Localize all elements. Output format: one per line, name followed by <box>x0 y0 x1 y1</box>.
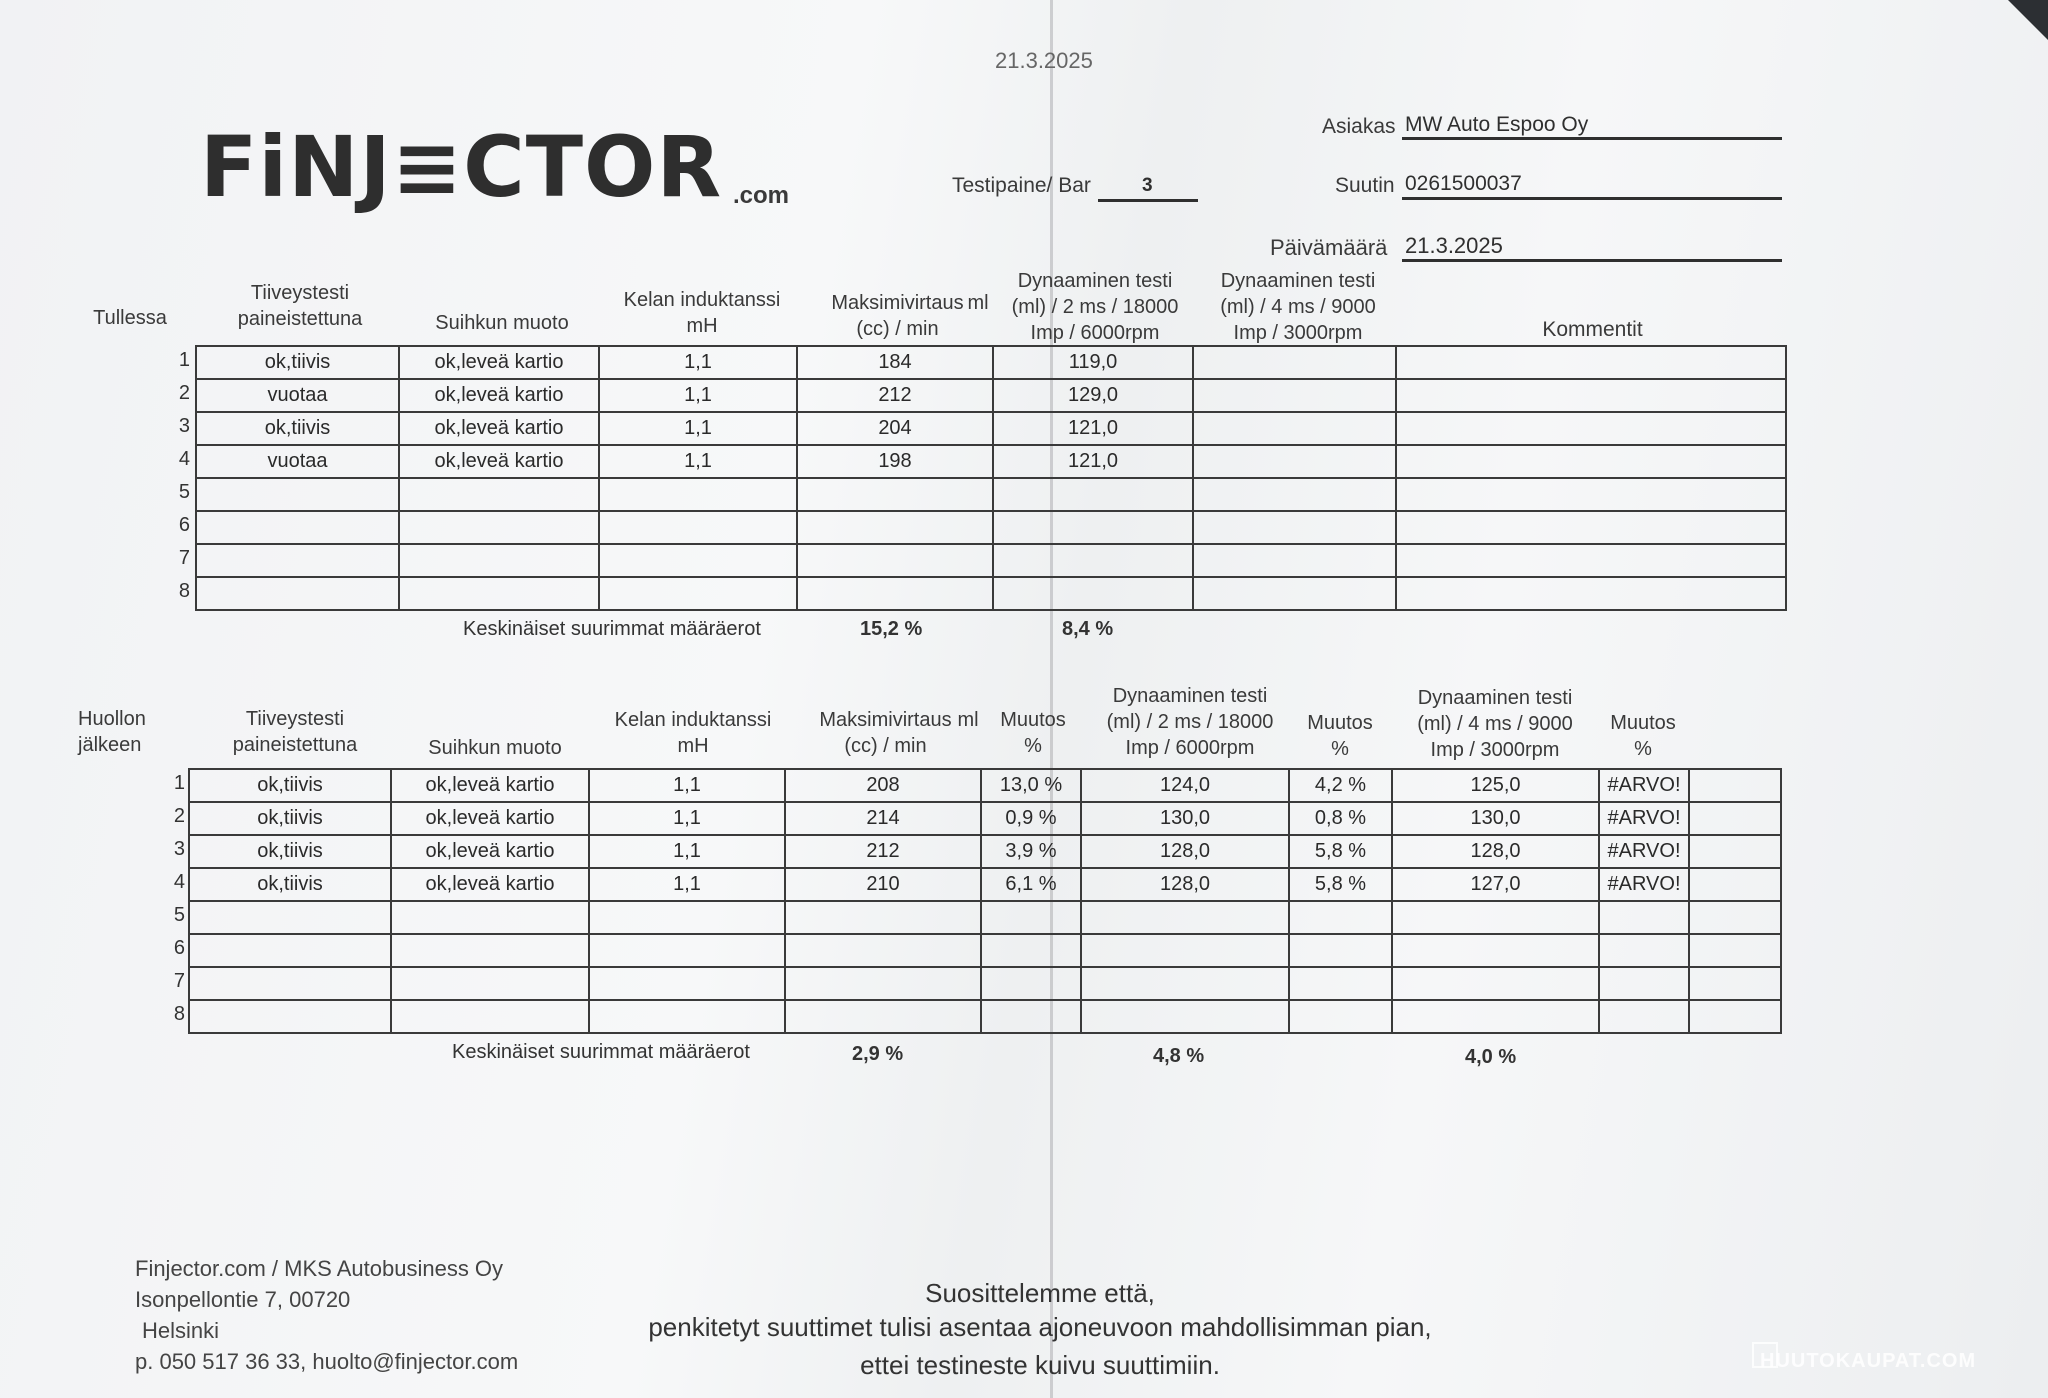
paivamaara-label: Päivämäärä <box>1270 235 1388 260</box>
after-header-dyn2: Dynaaminen testi (ml) / 4 ms / 9000 Imp / 3000rpm <box>1417 687 1573 761</box>
before-cell-dyn2 <box>1193 412 1396 445</box>
before-row-number: 3 <box>178 415 190 437</box>
after-cell-kela <box>589 901 785 934</box>
after-cell-muutos2: 5,8 % <box>1289 835 1392 868</box>
after-cell-extra <box>1689 835 1781 868</box>
after-cell-muutos1: 13,0 % <box>981 769 1081 802</box>
before-cell-kela: 1,1 <box>599 412 797 445</box>
asiakas-label: Asiakas <box>1322 115 1396 138</box>
after-cell-muutos1: 0,9 % <box>981 802 1081 835</box>
after-cell-kela <box>589 934 785 967</box>
recommendation-line-3: ettei testineste kuivu suuttimiin. <box>860 1350 1220 1380</box>
before-cell-kela: 1,1 <box>599 379 797 412</box>
after-cell-dyn2: 127,0 <box>1392 868 1599 901</box>
before-header-kela: Kelan induktanssi mH <box>623 289 781 337</box>
before-row-7 <box>196 544 1786 577</box>
after-cell-tiiveys: ok,tiivis <box>189 868 391 901</box>
logo-domain-suffix: .com <box>733 182 790 209</box>
before-cell-maksimi: 198 <box>797 445 993 478</box>
after-cell-maksimi: 208 <box>785 769 981 802</box>
after-cell-tiiveys <box>189 934 391 967</box>
before-cell-tiiveys: vuotaa <box>196 379 399 412</box>
asiakas-underline <box>1402 137 1782 140</box>
before-results-table <box>195 345 1787 611</box>
after-cell-dyn2: 130,0 <box>1392 802 1599 835</box>
after-cell-muoto: ok,leveä kartio <box>391 835 589 868</box>
before-summary-label: Keskinäiset suurimmat määräerot <box>463 618 761 640</box>
before-cell-dyn1 <box>993 511 1193 544</box>
after-cell-muutos1 <box>981 901 1081 934</box>
testipaine-value: 3 <box>1142 175 1153 196</box>
before-row-5 <box>196 478 1786 511</box>
after-cell-extra <box>1689 769 1781 802</box>
after-cell-muoto: ok,leveä kartio <box>391 868 589 901</box>
after-cell-muutos3 <box>1599 934 1689 967</box>
before-header-muoto: Suihkun muoto <box>435 312 569 334</box>
after-cell-extra <box>1689 934 1781 967</box>
after-header-ml: ml <box>957 709 979 731</box>
footer-contact: p. 050 517 36 33, huolto@finjector.com <box>135 1349 519 1374</box>
before-cell-dyn2 <box>1193 346 1396 379</box>
before-row-6 <box>196 511 1786 544</box>
before-pct-dyn1: 8,4 % <box>1062 618 1114 640</box>
after-cell-dyn2 <box>1392 901 1599 934</box>
after-summary-label: Keskinäiset suurimmat määräerot <box>452 1041 750 1063</box>
after-row-8 <box>189 1000 1781 1033</box>
after-cell-dyn1: 124,0 <box>1081 769 1289 802</box>
after-header-muutos1: Muutos % <box>1000 709 1066 757</box>
after-row-7 <box>189 967 1781 1000</box>
before-cell-maksimi: 212 <box>797 379 993 412</box>
after-results-table <box>188 768 1782 1034</box>
before-row-number: 1 <box>178 349 190 371</box>
after-cell-kela: 1,1 <box>589 769 785 802</box>
after-row-4 <box>189 868 1781 901</box>
after-cell-kela: 1,1 <box>589 868 785 901</box>
after-cell-muutos2: 4,2 % <box>1289 769 1392 802</box>
before-cell-dyn1 <box>993 577 1193 610</box>
after-cell-dyn1: 128,0 <box>1081 868 1289 901</box>
after-cell-tiiveys: ok,tiivis <box>189 802 391 835</box>
before-cell-dyn1: 129,0 <box>993 379 1193 412</box>
before-cell-tiiveys: ok,tiivis <box>196 412 399 445</box>
before-cell-tiiveys: ok,tiivis <box>196 346 399 379</box>
before-row-1 <box>196 346 1786 379</box>
finjector-logo: FiNJ≡CTOR <box>200 118 723 216</box>
before-cell-muoto <box>399 478 599 511</box>
after-cell-muutos2 <box>1289 967 1392 1000</box>
before-cell-kommentit <box>1396 379 1786 412</box>
before-cell-dyn1: 121,0 <box>993 412 1193 445</box>
after-cell-extra <box>1689 1000 1781 1033</box>
after-cell-muutos3: #ARVO! <box>1599 835 1689 868</box>
after-cell-muutos1 <box>981 967 1081 1000</box>
after-row-6 <box>189 934 1781 967</box>
before-cell-maksimi <box>797 478 993 511</box>
after-cell-muoto <box>391 934 589 967</box>
before-cell-muoto <box>399 544 599 577</box>
before-cell-kela: 1,1 <box>599 346 797 379</box>
after-cell-dyn1 <box>1081 901 1289 934</box>
after-cell-maksimi <box>785 901 981 934</box>
before-cell-dyn2 <box>1193 478 1396 511</box>
before-row-3 <box>196 412 1786 445</box>
before-cell-maksimi: 204 <box>797 412 993 445</box>
before-cell-dyn2 <box>1193 544 1396 577</box>
before-cell-kommentit <box>1396 544 1786 577</box>
recommendation-line-1: Suosittelemme että, <box>925 1278 1155 1308</box>
after-cell-extra <box>1689 868 1781 901</box>
before-cell-tiiveys <box>196 577 399 610</box>
after-cell-muutos3 <box>1599 967 1689 1000</box>
after-cell-muoto <box>391 901 589 934</box>
after-header-dyn1: Dynaaminen testi (ml) / 2 ms / 18000 Imp / 6000rpm <box>1106 685 1274 759</box>
after-row-2 <box>189 802 1781 835</box>
after-cell-tiiveys <box>189 967 391 1000</box>
after-cell-maksimi <box>785 934 981 967</box>
before-row-2 <box>196 379 1786 412</box>
after-header-tiiveys: Tiiveystesti paineistettuna <box>232 708 358 756</box>
before-cell-maksimi <box>797 544 993 577</box>
after-cell-muutos1 <box>981 934 1081 967</box>
after-cell-muoto: ok,leveä kartio <box>391 769 589 802</box>
before-cell-kela <box>599 511 797 544</box>
after-cell-maksimi: 212 <box>785 835 981 868</box>
before-row-number: 2 <box>178 382 190 404</box>
before-cell-tiiveys <box>196 478 399 511</box>
after-row-number: 3 <box>173 838 185 860</box>
after-row-number: 6 <box>173 937 185 959</box>
after-cell-extra <box>1689 802 1781 835</box>
before-cell-kommentit <box>1396 346 1786 379</box>
before-cell-tiiveys: vuotaa <box>196 445 399 478</box>
before-cell-muoto: ok,leveä kartio <box>399 445 599 478</box>
before-cell-maksimi: 184 <box>797 346 993 379</box>
before-header-dyn1: Dynaaminen testi (ml) / 2 ms / 18000 Imp / 6000rpm <box>1011 270 1179 344</box>
before-cell-tiiveys <box>196 544 399 577</box>
after-cell-muutos1: 3,9 % <box>981 835 1081 868</box>
before-header-tiiveys: Tiiveystesti paineistettuna <box>237 282 363 330</box>
after-cell-extra <box>1689 967 1781 1000</box>
before-header-ml: ml <box>967 292 989 314</box>
before-cell-kommentit <box>1396 412 1786 445</box>
after-row-number: 4 <box>173 871 185 893</box>
after-pct-maksimi: 2,9 % <box>852 1043 904 1065</box>
footer-street: Isonpellontie 7, 00720 <box>135 1287 351 1312</box>
after-cell-muutos2: 0,8 % <box>1289 802 1392 835</box>
after-cell-dyn2 <box>1392 1000 1599 1033</box>
testipaine-label: Testipaine/ Bar <box>952 174 1091 197</box>
before-cell-dyn2 <box>1193 511 1396 544</box>
after-row-number: 1 <box>173 772 185 794</box>
after-cell-extra <box>1689 901 1781 934</box>
after-cell-muutos3: #ARVO! <box>1599 868 1689 901</box>
before-row-number: 7 <box>178 547 190 569</box>
before-cell-dyn1 <box>993 478 1193 511</box>
before-cell-kela <box>599 577 797 610</box>
after-cell-kela: 1,1 <box>589 802 785 835</box>
asiakas-value: MW Auto Espoo Oy <box>1405 113 1589 136</box>
after-cell-tiiveys <box>189 901 391 934</box>
before-header-dyn2: Dynaaminen testi (ml) / 4 ms / 9000 Imp / 3000rpm <box>1220 270 1376 344</box>
before-cell-kela <box>599 544 797 577</box>
before-row-number: 5 <box>178 481 190 503</box>
paper-fold-line <box>1050 0 1053 1398</box>
before-cell-maksimi <box>797 577 993 610</box>
before-cell-kommentit <box>1396 478 1786 511</box>
after-pct-dyn2: 4,0 % <box>1465 1046 1517 1068</box>
before-cell-maksimi <box>797 511 993 544</box>
before-cell-dyn2 <box>1193 577 1396 610</box>
after-row-number: 8 <box>173 1003 185 1025</box>
after-cell-dyn1 <box>1081 967 1289 1000</box>
after-cell-dyn1 <box>1081 1000 1289 1033</box>
recommendation-line-2: penkitetyt suuttimet tulisi asentaa ajoneuvoon mahdollisimman pian, <box>648 1312 1432 1342</box>
before-cell-kommentit <box>1396 577 1786 610</box>
before-cell-muoto: ok,leveä kartio <box>399 346 599 379</box>
after-cell-muoto: ok,leveä kartio <box>391 802 589 835</box>
after-cell-muutos2 <box>1289 901 1392 934</box>
after-cell-muutos1 <box>981 1000 1081 1033</box>
before-cell-dyn2 <box>1193 445 1396 478</box>
suutin-label: Suutin <box>1335 174 1395 197</box>
before-header-maksimi: Maksimivirtaus (cc) / min <box>831 292 964 340</box>
before-cell-muoto: ok,leveä kartio <box>399 379 599 412</box>
after-row-3 <box>189 835 1781 868</box>
after-cell-dyn2 <box>1392 934 1599 967</box>
before-cell-kela: 1,1 <box>599 445 797 478</box>
after-cell-tiiveys: ok,tiivis <box>189 769 391 802</box>
after-cell-muutos3 <box>1599 1000 1689 1033</box>
footer-company: Finjector.com / MKS Autobusiness Oy <box>135 1256 504 1281</box>
after-header-muoto: Suihkun muoto <box>428 737 562 759</box>
before-pct-maksimi: 15,2 % <box>860 618 923 640</box>
after-row-number: 5 <box>173 904 185 926</box>
after-cell-maksimi <box>785 967 981 1000</box>
before-cell-dyn2 <box>1193 379 1396 412</box>
after-row-1 <box>189 769 1781 802</box>
after-pct-dyn1: 4,8 % <box>1153 1045 1205 1067</box>
after-cell-dyn2: 128,0 <box>1392 835 1599 868</box>
after-header-kela: Kelan induktanssi mH <box>614 709 772 757</box>
before-cell-muoto <box>399 577 599 610</box>
before-cell-kela <box>599 478 797 511</box>
watermark-text: HUUTOKAUPAT.COM <box>1760 1350 1977 1372</box>
after-header-muutos3: Muutos % <box>1610 712 1676 760</box>
background-corner <box>2008 0 2048 40</box>
after-cell-dyn1: 128,0 <box>1081 835 1289 868</box>
before-row-8 <box>196 577 1786 610</box>
before-row-number: 4 <box>178 448 190 470</box>
after-cell-muutos3 <box>1599 901 1689 934</box>
after-row-5 <box>189 901 1781 934</box>
after-cell-muoto <box>391 1000 589 1033</box>
testipaine-underline <box>1098 199 1198 202</box>
before-row-4 <box>196 445 1786 478</box>
before-cell-tiiveys <box>196 511 399 544</box>
after-cell-maksimi: 210 <box>785 868 981 901</box>
before-row-number: 6 <box>178 514 190 536</box>
after-cell-muutos2 <box>1289 934 1392 967</box>
after-cell-muutos3: #ARVO! <box>1599 769 1689 802</box>
before-cell-muoto <box>399 511 599 544</box>
before-row-number: 8 <box>178 580 190 602</box>
after-row-number: 2 <box>173 805 185 827</box>
before-header-kommentit: Kommentit <box>1542 318 1643 341</box>
footer-city: Helsinki <box>142 1318 220 1343</box>
after-cell-tiiveys: ok,tiivis <box>189 835 391 868</box>
after-cell-muutos2 <box>1289 1000 1392 1033</box>
after-cell-maksimi <box>785 1000 981 1033</box>
after-cell-dyn2 <box>1392 967 1599 1000</box>
after-header-maksimi: Maksimivirtaus (cc) / min <box>819 709 952 757</box>
tullessa-label: Tullessa <box>93 307 167 329</box>
after-cell-tiiveys <box>189 1000 391 1033</box>
before-cell-dyn1: 121,0 <box>993 445 1193 478</box>
after-cell-dyn2: 125,0 <box>1392 769 1599 802</box>
after-cell-dyn1: 130,0 <box>1081 802 1289 835</box>
after-cell-muutos2: 5,8 % <box>1289 868 1392 901</box>
after-cell-maksimi: 214 <box>785 802 981 835</box>
after-cell-muutos3: #ARVO! <box>1599 802 1689 835</box>
after-cell-muoto <box>391 967 589 1000</box>
after-cell-kela <box>589 967 785 1000</box>
top-date: 21.3.2025 <box>995 48 1093 73</box>
suutin-value: 0261500037 <box>1405 172 1522 195</box>
paivamaara-value: 21.3.2025 <box>1405 233 1503 258</box>
after-cell-kela <box>589 1000 785 1033</box>
before-cell-muoto: ok,leveä kartio <box>399 412 599 445</box>
after-row-number: 7 <box>173 970 185 992</box>
before-cell-dyn1 <box>993 544 1193 577</box>
after-cell-kela: 1,1 <box>589 835 785 868</box>
paivamaara-underline <box>1402 259 1782 262</box>
after-header-muutos2: Muutos % <box>1307 712 1373 760</box>
suutin-underline <box>1402 197 1782 200</box>
after-cell-dyn1 <box>1081 934 1289 967</box>
after-cell-muutos1: 6,1 % <box>981 868 1081 901</box>
before-cell-dyn1: 119,0 <box>993 346 1193 379</box>
before-cell-kommentit <box>1396 511 1786 544</box>
before-cell-kommentit <box>1396 445 1786 478</box>
huollon-jalkeen-label: Huollon jälkeen <box>78 708 146 756</box>
